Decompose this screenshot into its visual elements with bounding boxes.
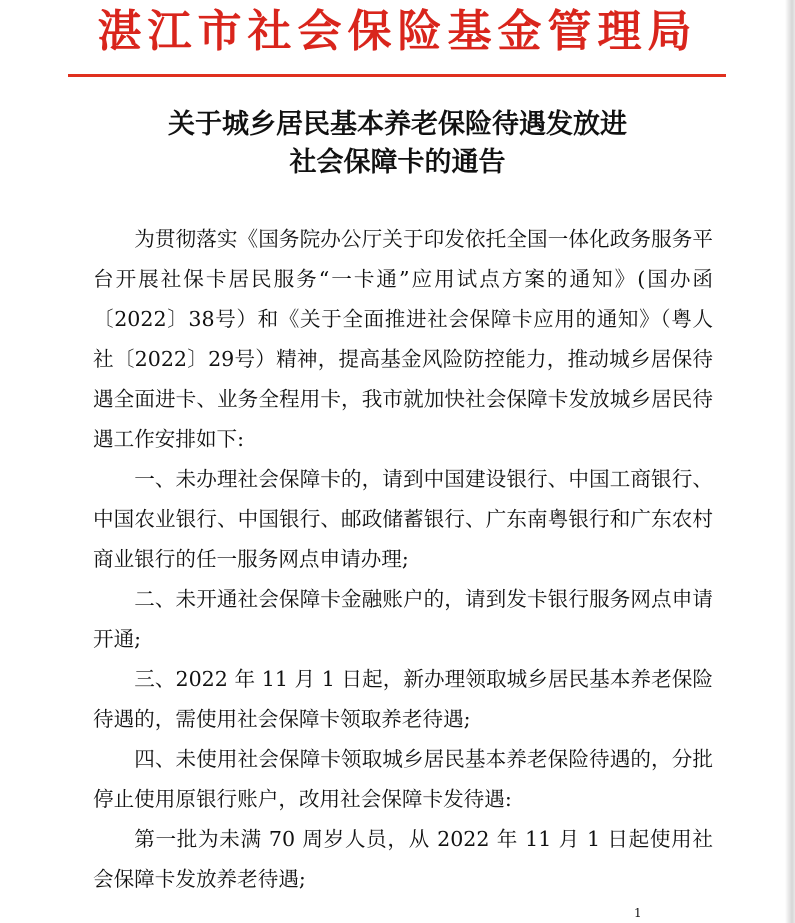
notice-title-line-2: 社会保障卡的通告 (289, 147, 506, 178)
paragraph-item-1: 一、未办理社会保障卡的，请到中国建设银行、中国工商银行、中国农业银行、中国银行、邮政储蓄银行、广东南粤银行和广东农村商业银行的任一服务网点申请办理; (93, 467, 713, 571)
paragraph-item-3: 三、2022 年 11 月 1 日起，新办理领取城乡居民基本养老保险待遇的，需使用社会保障卡领取养老待遇; (93, 667, 713, 731)
paragraph-intro: 为贯彻落实《国务院办公厅关于印发依托全国一体化政务服务平台开展社保卡居民服务“一卡通”应用试点方案的通知》(国办函〔2022〕38号）和《关于全面推进社会保障卡应用的通知》（粤人社〔2022〕29号）精神，提高基金风险防控能力，推动城乡居保待遇全面进卡、业务全程用卡，我市就加快社会保障卡发放城乡居民待遇工作安排如下: (93, 227, 713, 451)
notice-title-line-1: 关于城乡居民基本养老保险待遇发放进 (168, 109, 627, 140)
paragraph-batch-1: 第一批为未满 70 周岁人员，从 2022 年 11 月 1 日起使用社会保障卡发放养老待遇; (93, 827, 713, 891)
agency-header-title: 湛江市社会保险基金管理局 (97, 6, 698, 57)
red-header-rule (68, 74, 726, 77)
scan-edge-shadow (785, 0, 795, 923)
page-number: 1 (634, 906, 642, 920)
notice-title (0, 106, 795, 182)
paragraph-item-2: 二、未开通社会保障卡金融账户的，请到发卡银行服务网点申请开通; (93, 587, 713, 651)
notice-body (93, 219, 713, 899)
paragraph-item-4: 四、未使用社会保障卡领取城乡居民基本养老保险待遇的，分批停止使用原银行账户，改用社会保障卡发待遇: (93, 747, 713, 811)
